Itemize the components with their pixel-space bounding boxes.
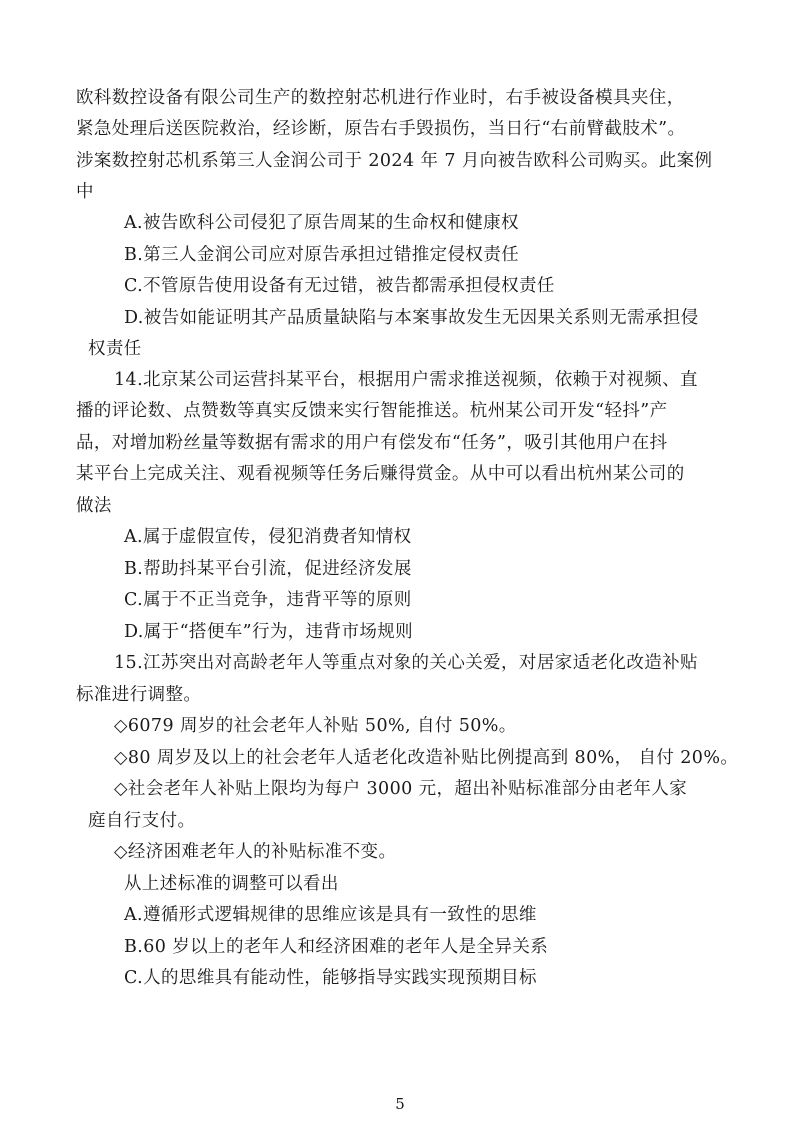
q15-option-a: A.遵循形式逻辑规律的思维应该是具有一致性的思维	[124, 905, 537, 925]
q14-option-c: C.属于不正当竞争，违背平等的原则	[124, 590, 412, 610]
q15-bullet-3-continued: 庭自行支付。	[88, 811, 196, 831]
q13-option-c: C.不管原告使用设备有无过错，被告都需承担侵权责任	[124, 276, 555, 296]
q15-stem-line-2: 标准进行调整。	[76, 685, 202, 705]
q15-bullet-3: ◇社会老年人补贴上限均为每户 3000 元，超出补贴标准部分由老年人家	[114, 779, 688, 799]
q15-option-c: C.人的思维具有能动性，能够指导实践实现预期目标	[124, 968, 537, 988]
q13-option-b: B.第三人金润公司应对原告承担过错推定侵权责任	[124, 245, 520, 265]
q15-lead-in: 从上述标准的调整可以看出	[124, 874, 339, 894]
q15-bullet-2: ◇80 周岁及以上的社会老年人适老化改造补贴比例提高到 80%， 自付 20%。	[114, 748, 739, 768]
page-number: 5	[395, 1095, 405, 1113]
q13-option-d: D.被告如能证明其产品质量缺陷与本案事故发生无因果关系则无需承担侵	[124, 308, 699, 328]
q14-stem-line-1: 14.北京某公司运营抖某平台，根据用户需求推送视频，依赖于对视频、直	[114, 370, 698, 390]
q13-option-d-continued: 权责任	[88, 339, 142, 359]
q14-stem-line-2: 播的评论数、点赞数等真实反馈来实行智能推送。杭州某公司开发“轻抖”产	[76, 401, 668, 421]
q13-stem-line-3: 涉案数控射芯机系第三人金润公司于 2024 年 7 月向被告欧科公司购买。此案例	[76, 151, 713, 171]
q13-option-a: A.被告欧科公司侵犯了原告周某的生命权和健康权	[124, 213, 519, 233]
q14-stem-line-5: 做法	[76, 496, 112, 516]
q15-bullet-4: ◇经济困难老年人的补贴标准不变。	[114, 842, 397, 862]
q15-stem-line-1: 15.江苏突出对高龄老年人等重点对象的关心关爱，对居家适老化改造补贴	[114, 653, 698, 673]
q15-bullet-1: ◇6079 周岁的社会老年人补贴 50%, 自付 50%。	[114, 716, 517, 736]
q14-option-b: B.帮助抖某平台引流，促进经济发展	[124, 559, 412, 579]
q14-option-a: A.属于虚假宣传，侵犯消费者知情权	[124, 527, 412, 547]
q14-option-d: D.属于“搭便车”行为，违背市场规则	[124, 622, 414, 642]
q14-stem-line-3: 品，对增加粉丝量等数据有需求的用户有偿发布“任务”，吸引其他用户在抖	[76, 433, 668, 453]
q15-option-b: B.60 岁以上的老年人和经济困难的老年人是全异关系	[124, 937, 549, 957]
q13-stem-line-2: 紧急处理后送医院救治，经诊断，原告右手毁损伤，当日行“右前臂截肢术”。	[76, 119, 686, 139]
q13-stem-line-4: 中	[76, 182, 94, 202]
q13-stem-line-1: 欧科数控设备有限公司生产的数控射芯机进行作业时，右手被设备模具夹住，	[76, 88, 685, 108]
q14-stem-line-4: 某平台上完成关注、观看视频等任务后赚得赏金。从中可以看出杭州某公司的	[76, 464, 685, 484]
